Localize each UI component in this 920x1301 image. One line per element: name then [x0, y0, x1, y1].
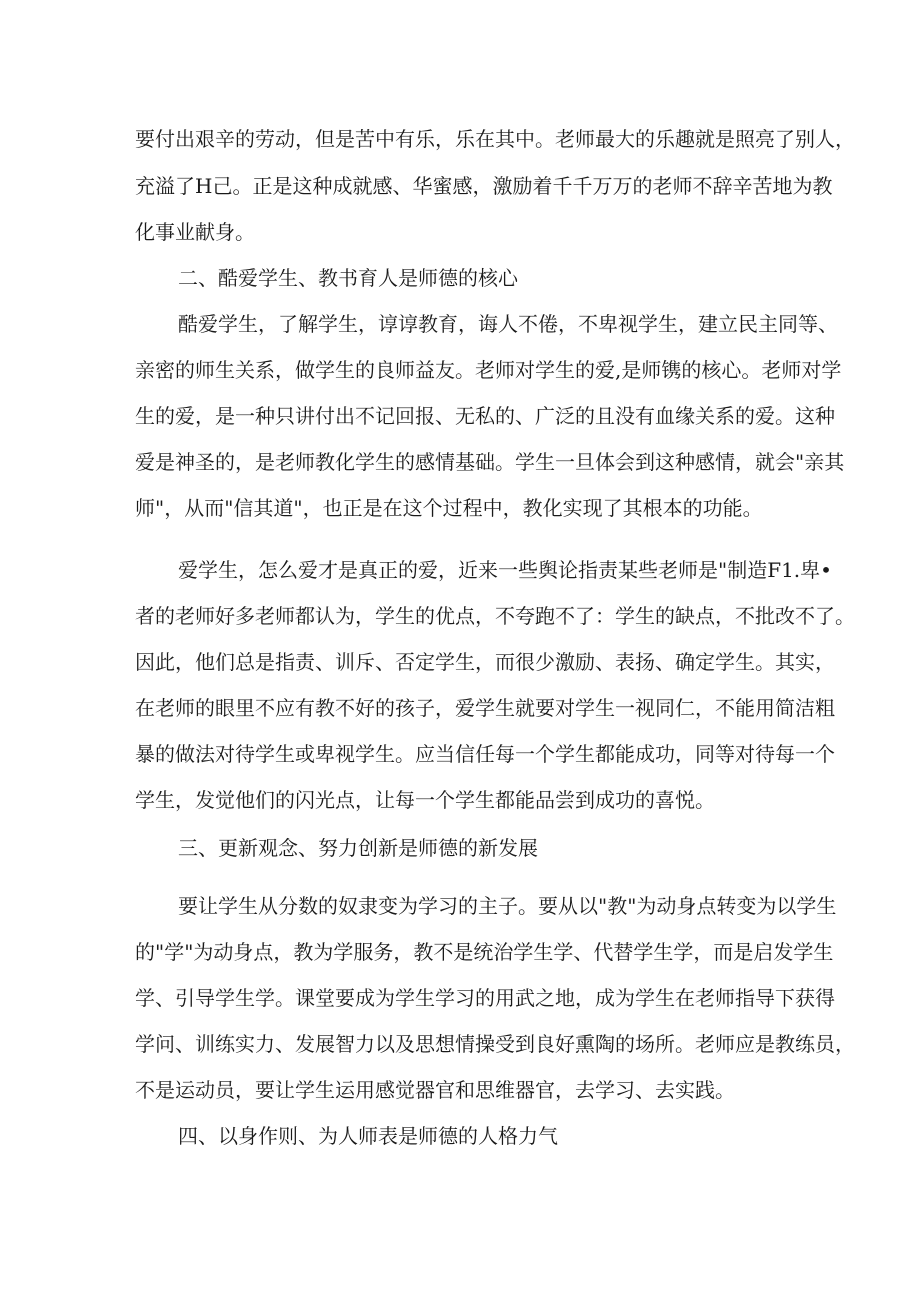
text-line: 爱是神圣的，是老师教化学生的感情基础。学生一旦体会到这种感情，就会"亲其	[135, 450, 845, 474]
text-line: 学、引导学生学。课堂要成为学生学习的用武之地，成为学生在老师指导下获得	[135, 986, 835, 1010]
text-line: 因此，他们总是指责、训斥、否定学生，而很少激励、表扬、确定学生。其实，	[135, 650, 835, 674]
text-line: 学问、训练实力、发展智力以及思想情操受到良好熏陶的场所。老师应是教练员，	[135, 1032, 855, 1056]
text-line: 生的爱，是一种只讲付出不记回报、无私的、广泛的且没有血缘关系的爱。这种	[135, 404, 835, 428]
text-line: 者的老师好多老师都认为，学生的优点，不夸跑不了：学生的缺点，不批改不了。	[135, 604, 855, 628]
text-line: 师"，从而"信其道"，也正是在这个过程中，教化实现了其根本的功能。	[135, 496, 763, 520]
text-line: 要让学生从分数的奴隶变为学习的主子。要从以"教"为动身点转变为以学生	[178, 894, 837, 918]
text-line: 暴的做法对待学生或卑视学生。应当信任每一个学生都能成功，同等对待每一个	[135, 742, 835, 766]
section-heading: 二、酷爱学生、教书育人是师德的核心	[178, 266, 518, 290]
section-heading: 四、以身作则、为人师表是师德的人格力气	[178, 1124, 558, 1148]
text-line: 要付出艰辛的劳动，但是苦中有乐，乐在其中。老师最大的乐趣就是照亮了别人，	[135, 127, 855, 151]
text-line: 的"学"为动身点，教为学服务，教不是统治学生学、代替学生学，而是启发学生	[135, 940, 834, 964]
text-line: 不是运动员，要让学生运用感觉器官和思维器官，去学习、去实践。	[135, 1078, 735, 1102]
text-line: 在老师的眼里不应有教不好的孩子，爱学生就要对学生一视同仁，不能用简洁粗	[135, 696, 835, 720]
text-line: 充溢了H己。正是这种成就感、华蜜感，激励着千千万万的老师不辞辛苦地为教	[135, 174, 833, 198]
text-line: 酷爱学生，了解学生，谆谆教育，诲人不倦，不卑视学生，建立民主同等、	[178, 312, 838, 336]
section-heading: 三、更新观念、努力创新是师德的新发展	[178, 836, 538, 860]
text-line: 学生，发觉他们的闪光点，让每一个学生都能品尝到成功的喜悦。	[135, 788, 715, 812]
text-line: 亲密的师生关系，做学生的良师益友。老师对学生的爱,是师镌的核心。老师对学	[135, 358, 842, 382]
text-line: 化事业献身。	[135, 220, 255, 244]
text-line: 爱学生，怎么爱才是真正的爱，近来一些舆论指责某些老师是"制造F1.卑•	[178, 558, 832, 582]
